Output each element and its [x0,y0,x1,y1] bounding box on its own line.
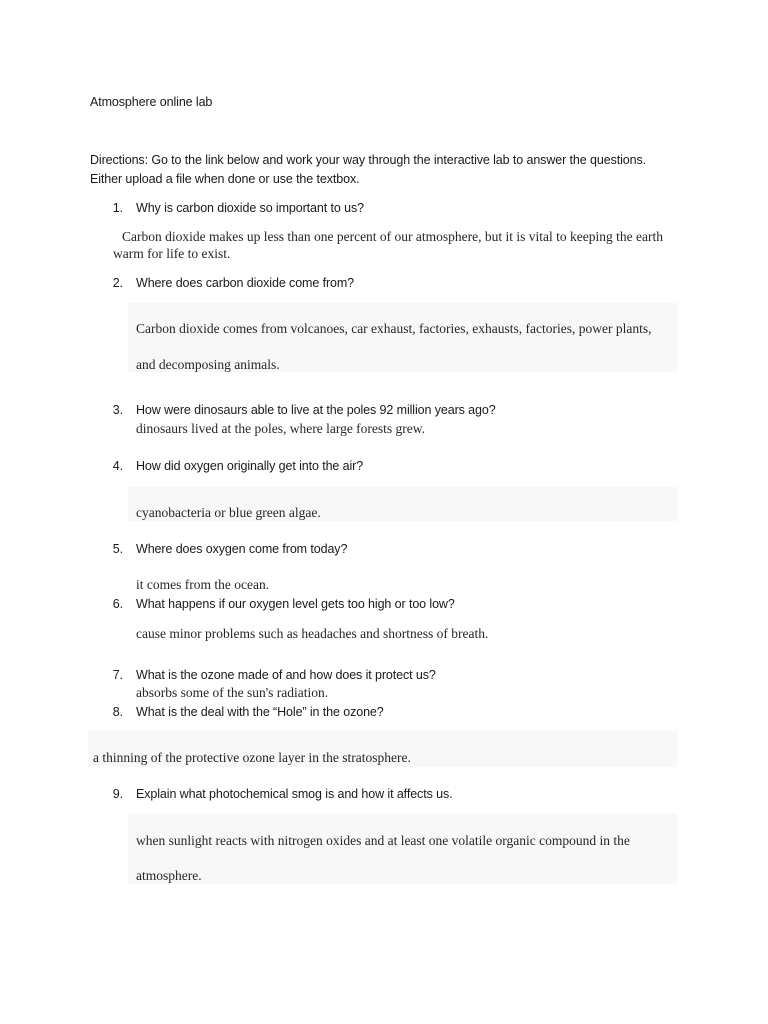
answer-text: absorbs some of the sun's radiation. [136,685,329,700]
question-number: 8. [112,705,123,719]
answer-text: cyanobacteria or blue green algae. [136,505,321,520]
answer-text: when sunlight reacts with nitrogen oxides and at least one volatile organic compound in the [136,833,630,848]
answer-text: cause minor problems such as headaches and shortness of breath. [136,626,489,641]
question-number: 4. [112,459,123,473]
answer-text: and decomposing animals. [136,357,280,372]
question-number: 5. [112,542,123,556]
question-number: 2. [112,276,123,290]
question-text: How did oxygen originally get into the air? [136,459,364,473]
question-text: How were dinosaurs able to live at the poles 92 million years ago? [136,403,496,417]
question-number: 1. [112,201,123,215]
answer-text: Carbon dioxide comes from volcanoes, car exhaust, factories, exhausts, factories, power plants, [136,321,652,336]
answer-text: atmosphere. [136,868,202,883]
document-title: Atmosphere online lab [90,95,213,109]
answer-text: warm for life to exist. [113,246,231,261]
directions-line-1: Directions: Go to the link below and work your way through the interactive lab to answer the questions. [90,153,646,167]
answer-box [128,814,677,884]
question-number: 9. [112,787,123,801]
question-text: What is the ozone made of and how does it protect us? [136,668,436,682]
question-text: Where does carbon dioxide come from? [136,276,355,290]
directions-line-2: Either upload a file when done or use the textbox. [90,172,360,186]
question-text: Why is carbon dioxide so important to us? [136,201,364,215]
answer-text: Carbon dioxide makes up less than one percent of our atmosphere, but it is vital to keeping the earth [122,229,663,244]
question-number: 7. [112,668,123,682]
question-text: Where does oxygen come from today? [136,542,348,556]
question-text: What happens if our oxygen level gets too high or too low? [136,597,455,611]
question-number: 3. [112,403,123,417]
answer-text: dinosaurs lived at the poles, where large forests grew. [136,421,426,436]
question-number: 6. [112,597,123,611]
answer-text: a thinning of the protective ozone layer in the stratosphere. [93,750,411,765]
question-text: What is the deal with the “Hole” in the ozone? [136,705,384,719]
question-text: Explain what photochemical smog is and how it affects us. [136,787,453,801]
answer-text: it comes from the ocean. [136,577,270,592]
